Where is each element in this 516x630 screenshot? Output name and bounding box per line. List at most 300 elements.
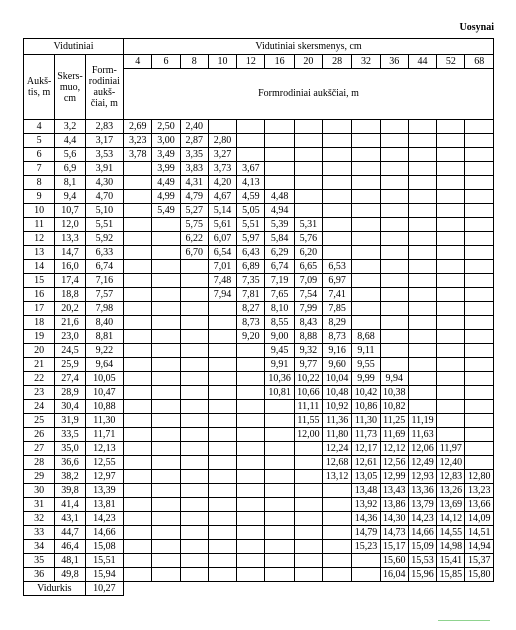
value-cell: 9,55 [352,358,380,372]
empty-cell [352,302,380,316]
empty-cell [180,512,208,526]
diameter-cell: 35,0 [55,442,85,456]
value-cell: 10,36 [265,372,294,386]
empty-cell [437,400,465,414]
value-cell: 7,94 [208,288,236,302]
empty-cell [294,176,322,190]
empty-cell [408,204,436,218]
value-cell: 4,94 [265,204,294,218]
height-cell: 16 [24,288,55,302]
empty-cell [152,386,180,400]
table-row [24,176,494,190]
empty-cell [237,540,265,554]
value-cell: 4,49 [152,176,180,190]
form-height-cell: 3,17 [85,134,123,148]
empty-cell [437,316,465,330]
value-cell: 8,43 [294,316,322,330]
value-cell: 6,74 [265,260,294,274]
empty-cell [124,540,152,554]
value-cell: 10,48 [323,386,352,400]
empty-cell [380,232,408,246]
value-cell: 14,98 [437,540,465,554]
height-cell: 36 [24,568,55,582]
value-cell: 12,99 [380,470,408,484]
value-cell: 6,65 [294,260,322,274]
empty-cell [208,358,236,372]
diameter-cell: 28,9 [55,386,85,400]
value-cell: 10,66 [294,386,322,400]
value-cell: 13,79 [408,498,436,512]
col-header-diameter: Skers-muo, cm [55,55,85,120]
table-row [24,568,494,582]
empty-cell [465,246,494,260]
empty-cell [237,526,265,540]
value-cell: 8,68 [352,330,380,344]
height-cell: 9 [24,190,55,204]
empty-cell [323,176,352,190]
value-cell: 7,19 [265,274,294,288]
empty-cell [152,344,180,358]
value-cell: 11,11 [294,400,322,414]
value-cell: 8,27 [237,302,265,316]
height-cell: 26 [24,428,55,442]
value-cell: 10,92 [323,400,352,414]
table-row [24,512,494,526]
value-cell: 4,99 [152,190,180,204]
diameter-cell: 21,6 [55,316,85,330]
form-height-cell: 5,51 [85,218,123,232]
empty-cell [208,512,236,526]
average-label: Vidurkis [24,582,86,596]
value-cell: 15,09 [408,540,436,554]
decorative-line [438,620,490,621]
empty-cell [237,554,265,568]
empty-cell [208,442,236,456]
empty-cell [465,288,494,302]
empty-cell [408,260,436,274]
height-cell: 33 [24,526,55,540]
empty-cell [208,540,236,554]
value-cell: 13,43 [380,484,408,498]
empty-cell [465,428,494,442]
empty-cell [180,260,208,274]
value-cell: 9,91 [265,358,294,372]
empty-cell [237,484,265,498]
value-cell: 15,60 [380,554,408,568]
empty-cell [152,484,180,498]
empty-cell [124,512,152,526]
table-row [24,386,494,400]
empty-cell [294,512,322,526]
value-cell: 12,61 [352,456,380,470]
empty-cell [265,148,294,162]
value-cell: 12,56 [380,456,408,470]
form-height-cell: 4,70 [85,190,123,204]
value-cell: 16,04 [380,568,408,582]
empty-cell [408,218,436,232]
value-cell: 10,38 [380,386,408,400]
value-cell: 9,99 [352,372,380,386]
diameter-cell: 9,4 [55,190,85,204]
empty-cell [180,484,208,498]
empty-cell [208,456,236,470]
value-cell: 10,04 [323,372,352,386]
form-height-cell: 5,10 [85,204,123,218]
height-cell: 25 [24,414,55,428]
value-cell: 7,81 [237,288,265,302]
empty-cell [465,134,494,148]
empty-cell [265,526,294,540]
empty-cell [294,484,322,498]
empty-cell [352,120,380,134]
empty-cell [465,190,494,204]
value-cell: 6,54 [208,246,236,260]
height-cell: 4 [24,120,55,134]
empty-cell [323,540,352,554]
value-cell: 12,12 [380,442,408,456]
value-cell: 13,23 [465,484,494,498]
empty-cell [323,148,352,162]
empty-cell [352,204,380,218]
diameter-header: 52 [437,55,465,69]
empty-cell [180,330,208,344]
height-cell: 7 [24,162,55,176]
value-cell: 5,27 [180,204,208,218]
empty-cell [437,134,465,148]
value-cell: 5,75 [180,218,208,232]
value-cell: 5,39 [265,218,294,232]
empty-cell [152,568,180,582]
table-row [24,316,494,330]
empty-cell [265,470,294,484]
empty-cell [380,204,408,218]
height-cell: 10 [24,204,55,218]
empty-cell [265,498,294,512]
value-cell: 5,05 [237,204,265,218]
value-cell: 3,67 [237,162,265,176]
value-cell: 7,41 [323,288,352,302]
form-height-cell: 8,81 [85,330,123,344]
form-height-cell: 14,23 [85,512,123,526]
value-cell: 9,16 [323,344,352,358]
empty-cell [124,386,152,400]
value-cell: 8,73 [237,316,265,330]
diameter-cell: 18,8 [55,288,85,302]
diameter-cell: 30,4 [55,400,85,414]
empty-cell [437,344,465,358]
table-row [24,218,494,232]
empty-cell [124,246,152,260]
empty-cell [265,568,294,582]
empty-cell [323,134,352,148]
empty-cell [408,176,436,190]
empty-cell [323,120,352,134]
empty-cell [152,232,180,246]
empty-cell [465,204,494,218]
value-cell: 2,87 [180,134,208,148]
height-cell: 30 [24,484,55,498]
value-cell: 13,12 [323,470,352,484]
empty-cell [465,400,494,414]
empty-cell [152,274,180,288]
value-cell: 14,51 [465,526,494,540]
empty-cell [465,232,494,246]
empty-cell [237,568,265,582]
empty-cell [294,190,322,204]
col-header-height: Aukš-tis, m [24,55,55,120]
empty-cell [323,246,352,260]
empty-cell [265,120,294,134]
empty-cell [294,540,322,554]
empty-cell [437,204,465,218]
group-header-left: Vidutiniai [24,39,124,55]
empty-cell [180,302,208,316]
empty-cell [294,148,322,162]
empty-cell [437,386,465,400]
form-height-cell: 10,05 [85,372,123,386]
empty-cell [208,120,236,134]
value-cell: 14,55 [437,526,465,540]
empty-cell [237,414,265,428]
empty-cell [124,414,152,428]
empty-cell [208,428,236,442]
empty-cell [437,120,465,134]
value-cell: 2,40 [180,120,208,134]
diameter-header: 16 [265,55,294,69]
value-cell: 7,54 [294,288,322,302]
height-cell: 18 [24,316,55,330]
value-cell: 14,73 [380,526,408,540]
table-row [24,526,494,540]
empty-cell [408,232,436,246]
empty-cell [465,218,494,232]
empty-cell [208,316,236,330]
empty-cell [465,330,494,344]
empty-cell [208,568,236,582]
diameter-cell: 48,1 [55,554,85,568]
value-cell: 3,73 [208,162,236,176]
empty-cell [380,120,408,134]
empty-cell [380,344,408,358]
value-cell: 15,17 [380,540,408,554]
empty-cell [437,274,465,288]
empty-cell [465,442,494,456]
empty-cell [437,288,465,302]
value-cell: 12,68 [323,456,352,470]
height-cell: 15 [24,274,55,288]
empty-cell [408,358,436,372]
value-cell: 6,43 [237,246,265,260]
form-height-cell: 3,91 [85,162,123,176]
value-cell: 7,01 [208,260,236,274]
empty-cell [180,274,208,288]
empty-cell [323,204,352,218]
empty-cell [152,456,180,470]
empty-cell [180,526,208,540]
value-cell: 12,17 [352,442,380,456]
table-row [24,260,494,274]
form-height-cell: 5,92 [85,232,123,246]
diameter-header: 20 [294,55,322,69]
empty-cell [152,302,180,316]
empty-cell [380,148,408,162]
value-cell: 4,59 [237,190,265,204]
empty-cell [437,428,465,442]
table-row [24,148,494,162]
diameter-header: 36 [380,55,408,69]
empty-cell [352,162,380,176]
height-cell: 17 [24,302,55,316]
empty-cell [208,554,236,568]
empty-cell [152,512,180,526]
diameter-cell: 31,9 [55,414,85,428]
value-cell: 11,36 [323,414,352,428]
empty-cell [180,358,208,372]
empty-cell [237,456,265,470]
empty-cell [124,400,152,414]
empty-cell [208,484,236,498]
value-cell: 4,48 [265,190,294,204]
value-cell: 15,80 [465,568,494,582]
empty-cell [408,316,436,330]
empty-cell [180,386,208,400]
table-row [24,400,494,414]
empty-cell [152,540,180,554]
value-cell: 14,94 [465,540,494,554]
value-cell: 11,19 [408,414,436,428]
empty-cell [152,246,180,260]
empty-cell [208,414,236,428]
value-cell: 11,80 [323,428,352,442]
value-cell: 4,20 [208,176,236,190]
empty-cell [352,232,380,246]
form-height-cell: 2,83 [85,120,123,134]
empty-cell [408,344,436,358]
empty-cell [124,274,152,288]
group-header-right: Vidutiniai skersmenys, cm [124,39,494,55]
value-cell: 14,12 [437,512,465,526]
empty-cell [180,456,208,470]
empty-cell [352,316,380,330]
value-cell: 15,96 [408,568,436,582]
empty-cell [437,372,465,386]
empty-cell [124,344,152,358]
diameter-cell: 6,9 [55,162,85,176]
empty-cell [294,162,322,176]
diameter-cell: 8,1 [55,176,85,190]
form-height-cell: 7,57 [85,288,123,302]
table-row [24,484,494,498]
value-cell: 9,45 [265,344,294,358]
empty-cell [465,414,494,428]
table-row [24,330,494,344]
empty-cell [408,302,436,316]
empty-cell [237,498,265,512]
value-cell: 6,29 [265,246,294,260]
value-cell: 10,81 [265,386,294,400]
form-height-cell: 8,40 [85,316,123,330]
table-row [24,162,494,176]
diameter-cell: 39,8 [55,484,85,498]
diameter-cell: 27,4 [55,372,85,386]
diameter-header: 44 [408,55,436,69]
empty-cell [180,568,208,582]
form-height-cell: 4,30 [85,176,123,190]
table-row [24,302,494,316]
diameter-cell: 16,0 [55,260,85,274]
empty-cell [237,358,265,372]
height-cell: 11 [24,218,55,232]
empty-cell [323,232,352,246]
value-cell: 5,14 [208,204,236,218]
table-row [24,204,494,218]
table-row [24,120,494,134]
value-cell: 6,53 [323,260,352,274]
value-cell: 12,83 [437,470,465,484]
form-height-cell: 9,22 [85,344,123,358]
value-cell: 12,06 [408,442,436,456]
empty-cell [265,134,294,148]
diameter-cell: 10,7 [55,204,85,218]
empty-cell [265,162,294,176]
empty-cell [124,232,152,246]
table-row [24,414,494,428]
value-cell: 9,11 [352,344,380,358]
diameter-cell: 36,6 [55,456,85,470]
value-cell: 10,22 [294,372,322,386]
empty-cell [265,414,294,428]
empty-cell [352,218,380,232]
value-cell: 8,55 [265,316,294,330]
empty-cell [294,134,322,148]
table-row [24,134,494,148]
blank-cell [124,582,494,596]
empty-cell [237,344,265,358]
empty-cell [408,288,436,302]
empty-cell [323,512,352,526]
col-header-form-height: Form-rodiniai aukš-čiai, m [85,55,123,120]
diameter-cell: 24,5 [55,344,85,358]
diameter-header: 4 [124,55,152,69]
empty-cell [465,260,494,274]
empty-cell [408,120,436,134]
empty-cell [265,176,294,190]
height-cell: 20 [24,344,55,358]
empty-cell [237,120,265,134]
empty-cell [380,134,408,148]
value-cell: 15,53 [408,554,436,568]
form-height-cell: 3,53 [85,148,123,162]
empty-cell [323,526,352,540]
empty-cell [152,400,180,414]
empty-cell [465,316,494,330]
form-height-cell: 6,74 [85,260,123,274]
empty-cell [408,162,436,176]
empty-cell [152,414,180,428]
empty-cell [265,442,294,456]
diameter-cell: 25,9 [55,358,85,372]
value-cell: 10,82 [380,400,408,414]
value-cell: 13,05 [352,470,380,484]
empty-cell [124,456,152,470]
empty-cell [237,470,265,484]
empty-cell [124,316,152,330]
value-cell: 4,31 [180,176,208,190]
empty-cell [437,176,465,190]
diameter-cell: 23,0 [55,330,85,344]
empty-cell [124,568,152,582]
empty-cell [294,498,322,512]
